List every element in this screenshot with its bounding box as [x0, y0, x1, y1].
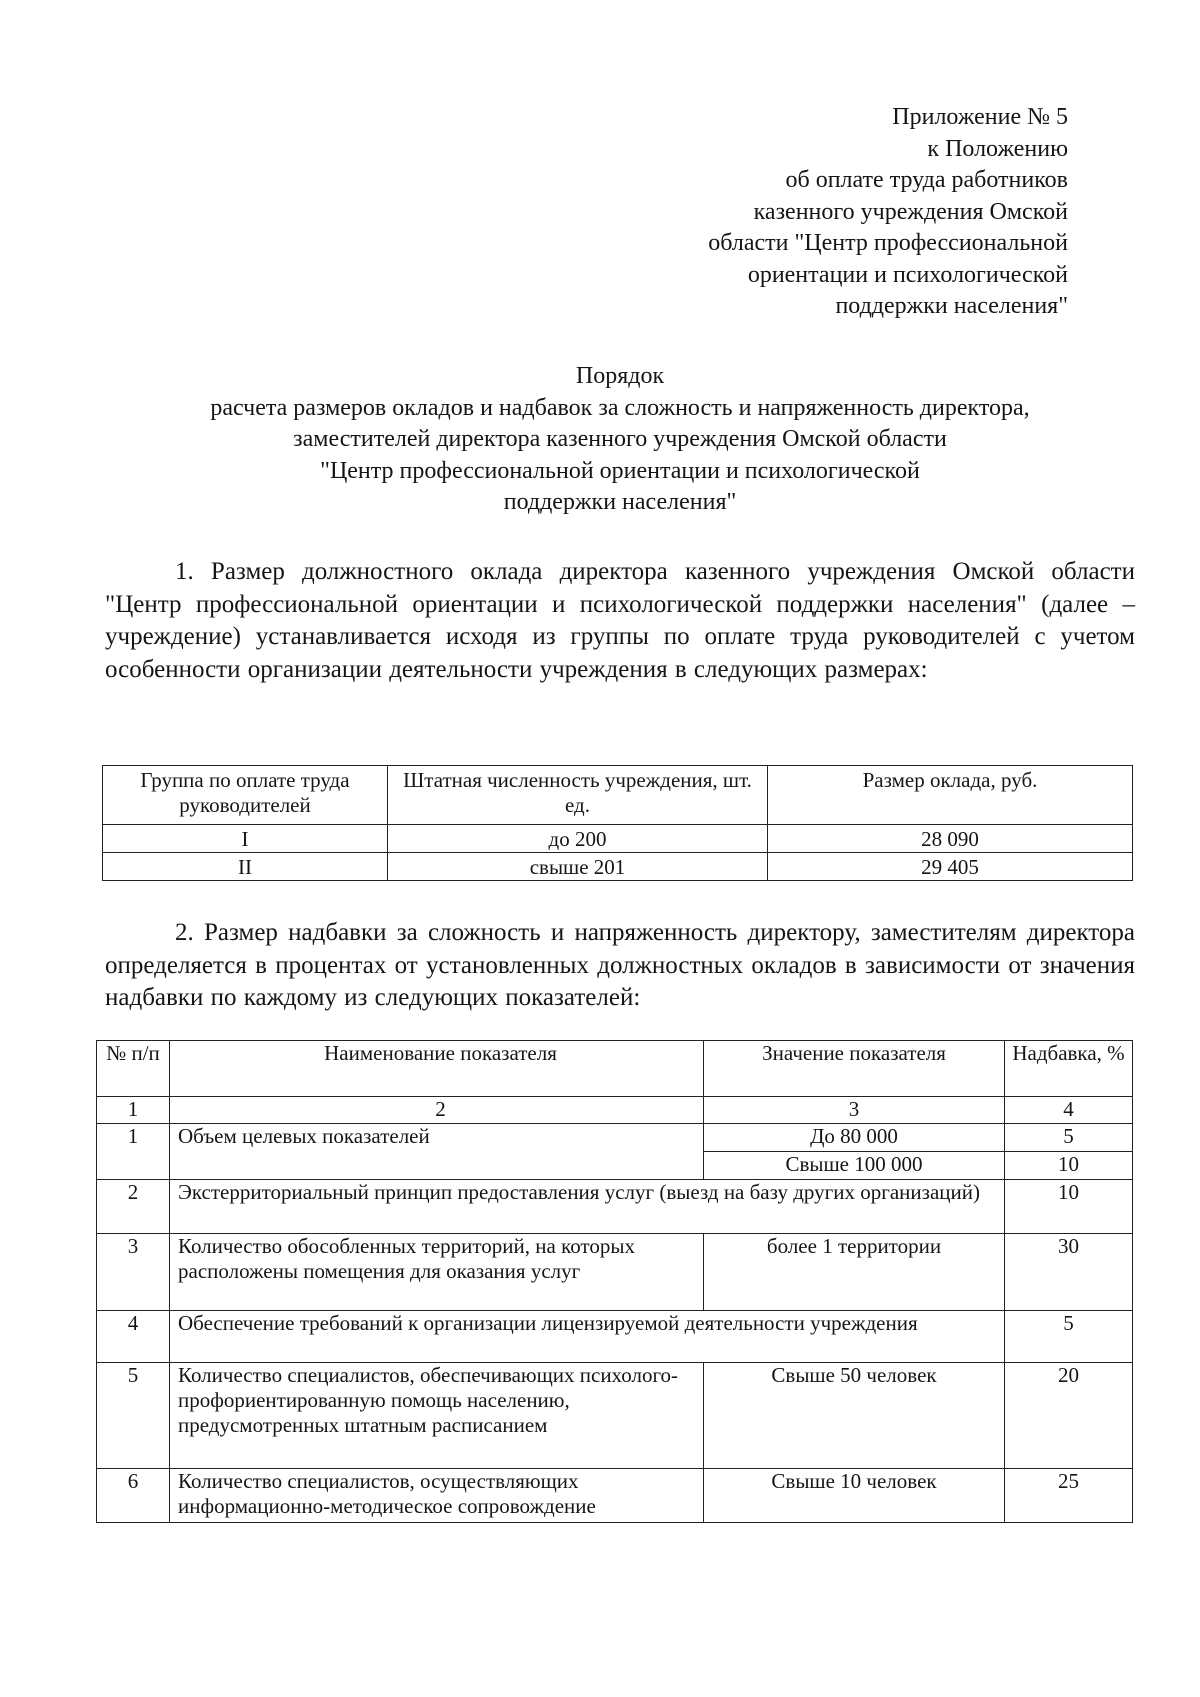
table-row — [97, 1124, 1133, 1152]
table-cell: I — [103, 825, 388, 853]
row-number: 2 — [97, 1180, 170, 1234]
appendix-line: области "Центр профессиональной — [708, 230, 1068, 256]
title-line: Порядок — [575, 363, 665, 389]
column-header: Размер оклада, руб. — [768, 766, 1133, 825]
appendix-header — [708, 102, 1068, 323]
table-row — [97, 1180, 1133, 1234]
column-number: 3 — [704, 1097, 1005, 1124]
column-number: 4 — [1005, 1097, 1133, 1124]
appendix-line: об оплате труда работников — [785, 167, 1068, 193]
column-header: Надбавка, % — [1005, 1041, 1133, 1097]
indicator-name: Количество специалистов, обеспечивающих психолого-профориентированную помощь населению, предусмотренных штатным расписанием — [170, 1363, 704, 1469]
column-header: Значение показателя — [704, 1041, 1005, 1097]
bonus-value: 25 — [1005, 1469, 1133, 1523]
indicator-value: Свыше 50 человек — [704, 1363, 1005, 1469]
table-header-row — [97, 1041, 1133, 1097]
title-line: расчета размеров окладов и надбавок за сложность и напряженность директора, — [210, 394, 1030, 421]
bonus-value: 10 — [1005, 1180, 1133, 1234]
row-number: 5 — [97, 1363, 170, 1469]
table-cell: свыше 201 — [388, 853, 768, 881]
paragraph-2: 2. Размер надбавки за сложность и напряженность директору, заместителям директора определяется в процентах от установленных должностных окладов в зависимости от значения надбавки по каждому из следующих показателей: — [105, 919, 1135, 1011]
column-header: № п/п — [97, 1041, 170, 1097]
column-header: Группа по оплате труда руководителей — [103, 766, 388, 825]
row-number: 4 — [97, 1311, 170, 1363]
table-row — [103, 853, 1133, 881]
bonus-value: 5 — [1005, 1311, 1133, 1363]
row-number: 1 — [97, 1124, 170, 1180]
table-cell: до 200 — [388, 825, 768, 853]
appendix-line: Приложение № 5 — [892, 104, 1068, 130]
indicator-value: До 80 000 — [704, 1124, 1005, 1152]
bonus-value: 30 — [1005, 1234, 1133, 1311]
appendix-line: поддержки населения" — [835, 293, 1068, 319]
column-number: 1 — [97, 1097, 170, 1124]
indicator-name: Количество специалистов, осуществляющих информационно-методическое сопровождение — [170, 1469, 704, 1523]
indicators-table — [96, 1040, 1133, 1523]
appendix-line: к Положению — [927, 135, 1068, 162]
row-number: 6 — [97, 1469, 170, 1523]
table-row — [97, 1363, 1133, 1469]
table-row — [97, 1469, 1133, 1523]
bonus-value: 20 — [1005, 1363, 1133, 1469]
indicator-name: Экстерриториальный принцип предоставления услуг (выезд на базу других организаций) — [170, 1180, 1005, 1234]
indicator-name: Количество обособленных территорий, на которых расположены помещения для оказания услуг — [170, 1234, 704, 1311]
title-line: заместителей директора казенного учреждения Омской области — [293, 426, 947, 452]
title-line: "Центр профессиональной ориентации и психологической — [320, 457, 920, 484]
table-cell: II — [103, 853, 388, 881]
table-row — [97, 1311, 1133, 1363]
salary-table — [102, 765, 1133, 881]
table-cell: 29 405 — [768, 853, 1133, 881]
paragraph-1: 1. Размер должностного оклада директора казенного учреждения Омской области "Центр профессиональной ориентации и психологической поддержки населения" (далее – учреждение) устанавливается исходя из группы по оплате труда руководителей с учетом особенности организации деятельности учреждения в следующих размерах: — [105, 558, 1135, 683]
indicator-name: Объем целевых показателей — [170, 1124, 704, 1180]
table-row — [97, 1234, 1133, 1311]
indicator-value: более 1 территории — [704, 1234, 1005, 1311]
column-number-row — [97, 1097, 1133, 1124]
appendix-line: казенного учреждения Омской — [753, 198, 1068, 225]
column-header: Наименование показателя — [170, 1041, 704, 1097]
title-line: поддержки населения" — [503, 489, 737, 515]
column-header: Штатная численность учреждения, шт. ед. — [388, 766, 768, 825]
indicator-name: Обеспечение требований к организации лицензируемой деятельности учреждения — [170, 1311, 1005, 1363]
table-header-row — [103, 766, 1133, 825]
bonus-value: 10 — [1005, 1152, 1133, 1180]
table-cell: 28 090 — [768, 825, 1133, 853]
column-number: 2 — [170, 1097, 704, 1124]
row-number: 3 — [97, 1234, 170, 1311]
appendix-line: ориентации и психологической — [747, 261, 1068, 288]
document-title — [100, 361, 1140, 519]
indicator-value: Свыше 10 человек — [704, 1469, 1005, 1523]
indicator-value: Свыше 100 000 — [704, 1152, 1005, 1180]
bonus-value: 5 — [1005, 1124, 1133, 1152]
table-row — [103, 825, 1133, 853]
